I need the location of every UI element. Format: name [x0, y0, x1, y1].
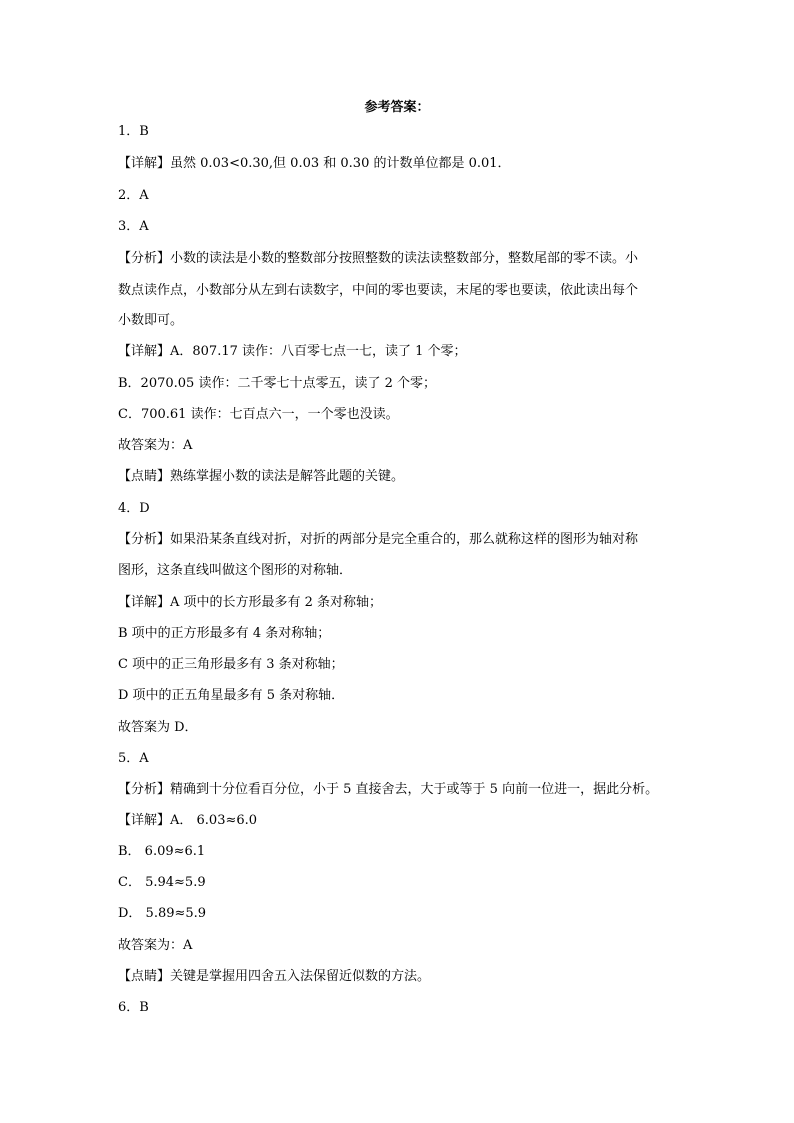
- page-title: 参考答案：: [364, 100, 430, 115]
- answer-detail-item: D 项中的正五角星最多有 5 条对称轴．: [118, 688, 345, 703]
- answer-analysis-cont: 图形，这条直线叫做这个图形的对称轴．: [118, 563, 353, 578]
- answer-detail-item: B．2070.05 读作：二千零七十点零五，读了 2 个零；: [118, 376, 436, 391]
- answer-analysis-cont: 数点读作点，小数部分从左到右读数字，中间的零也要读，末尾的零也要读，依此读出每个: [118, 283, 639, 298]
- answer-analysis: 【分析】精确到十分位看百分位，小于 5 直接舍去，大于或等于 5 向前一位进一，据此分析。: [118, 782, 659, 797]
- answer-analysis: 【分析】如果沿某条直线对折，对折的两部分是完全重合的，那么就称这样的图形为轴对称: [118, 532, 639, 547]
- answer-detail-item: C．700.61 读作：七百点六一，一个零也没读。: [118, 407, 399, 422]
- answer-detail: 【详解】虽然 0.03<0.30,但 0.03 和 0.30 的计数单位都是 0.01．: [118, 156, 511, 171]
- answer-number-3: 3．A: [118, 219, 149, 234]
- answer-detail: 【详解】A． 6.03≈6.0: [118, 813, 258, 828]
- answer-analysis-cont: 小数即可。: [118, 313, 184, 328]
- answer-detail: 【详解】A．807.17 读作：八百零七点一七，读了 1 个零；: [118, 344, 467, 359]
- answer-detail: 【详解】A 项中的长方形最多有 2 条对称轴；: [118, 595, 383, 610]
- answer-number-2: 2．A: [118, 188, 149, 203]
- answer-number-4: 4．D: [118, 501, 150, 516]
- answer-note: 【点睛】熟练掌握小数的读法是解答此题的关键。: [118, 469, 405, 484]
- answer-conclusion: 故答案为 D．: [118, 720, 198, 735]
- answer-conclusion: 故答案为：A: [118, 938, 193, 953]
- answer-analysis: 【分析】小数的读法是小数的整数部分按照整数的读法读整数部分，整数尾部的零不读。小: [118, 251, 639, 266]
- answer-conclusion: 故答案为：A: [118, 438, 193, 453]
- answer-number-6: 6．B: [118, 1000, 149, 1015]
- answer-number-1: 1．B: [118, 124, 149, 139]
- answer-detail-item: D． 5.89≈5.9: [118, 906, 207, 921]
- answer-detail-item: C 项中的正三角形最多有 3 条对称轴；: [118, 657, 344, 672]
- answer-detail-item: C． 5.94≈5.9: [118, 875, 206, 890]
- answer-number-5: 5．A: [118, 751, 149, 766]
- answer-detail-item: B 项中的正方形最多有 4 条对称轴；: [118, 626, 331, 641]
- answer-detail-item: B． 6.09≈6.1: [118, 844, 206, 859]
- answer-note: 【点睛】关键是掌握用四舍五入法保留近似数的方法。: [118, 969, 431, 984]
